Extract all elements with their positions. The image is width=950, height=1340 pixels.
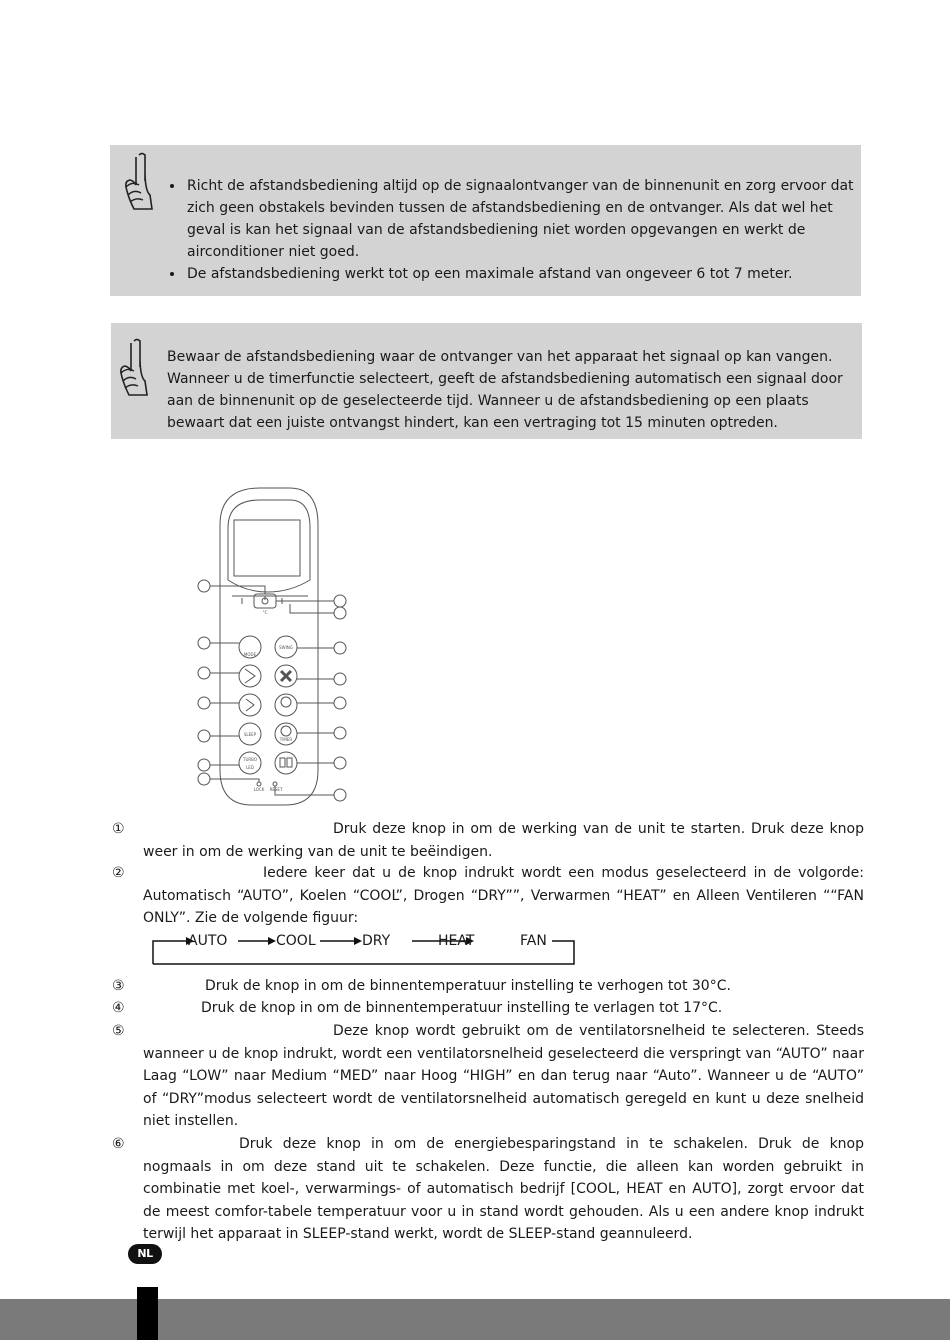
item-text: Druk de knop in om de binnentemperatuur instelling te verhogen tot 30°C. [205, 978, 731, 994]
note-1-bullet: • Richt de afstandsbediening altijd op de signaalontvanger van de binnenunit en zorg ervoor dat zich geen obstakels bevinden tussen de afstandsbediening en de ontvanger. Als dat wel het geval is kan het signaal van de afstandsbediening niet worden opgevangen en werkt de airconditioner niet goed. [185, 175, 865, 263]
lock-label: LOCK [253, 787, 265, 792]
mode-label: MODE [243, 652, 257, 657]
item-text: Druk deze knop in om de energiebesparingstand in te schakelen. Druk de knop nogmaals in om deze stand uit te schakelen. Deze functie, die alleen kan worden gebruikt in combinatie met koel-, verwarmings- of automatisch bedrijf [COOL, HEAT en AUTO], zorgt ervoor dat de meest comfor-tabele temperatuur voor u in stand wordt gehouden. Als u een andere knop indrukt terwijl het apparaat in SLEEP-stand werkt, wordt de SLEEP-stand geannuleerd. [143, 1136, 864, 1243]
language-badge: NL [128, 1244, 162, 1264]
item-text: Druk de knop in om de binnentemperatuur instelling te verlagen tot 17°C. [201, 1000, 723, 1016]
note-box-2 [111, 323, 862, 439]
mode-cool: COOL [276, 933, 316, 949]
description-temp-down [112, 997, 864, 1020]
item-text: Iedere keer dat u de knop indrukt wordt een modus geselecteerd in de volgorde: Automatisch “AUTO”, Koelen “COOL”, Drogen “DRY””, Verwarmen “HEAT” en Alleen Ventileren ““FAN ONLY”. Zie de volgende figuur: [143, 865, 864, 927]
sleep-label: SLEEP [243, 732, 257, 737]
led-label: LED [246, 765, 254, 770]
mode-auto: AUTO [188, 933, 228, 949]
pointing-hand-icon [122, 151, 162, 213]
swing-label: SWING [279, 645, 293, 650]
note-2-text: Bewaar de afstandsbediening waar de ontvanger van het apparaat het signaal op kan vangen. Wanneer u de timerfunctie selecteert, geeft de afstandsbediening automatisch een signaal door aan de binnenunit op de geselecteerde tijd. Wanneer u de afstandsbediening op een plaats bewaart dat een juiste ontvangst hindert, kan een vertraging tot 15 minuten optreden. [167, 349, 843, 431]
description-mode [112, 862, 864, 930]
item-number: ① [112, 821, 125, 837]
description-temp-up [112, 975, 864, 998]
turbo-label: TURBO [243, 757, 257, 762]
note-box-1 [110, 145, 861, 296]
item-number: ⑤ [112, 1023, 125, 1039]
item-text: Druk deze knop in om de werking van de unit te starten. Druk deze knop weer in om de werking van de unit te beëindigen. [143, 821, 864, 860]
description-fan-speed [112, 1020, 864, 1133]
item-number: ② [112, 865, 125, 881]
footer-black-tab [137, 1287, 158, 1340]
celsius-label: °C [262, 610, 268, 615]
timer-label: TIMER [279, 737, 293, 742]
item-number: ⑥ [112, 1136, 125, 1152]
item-text: Deze knop wordt gebruikt om de ventilatorsnelheid te selecteren. Steeds wanneer u de knop indrukt, wordt een ventilatorsnelheid geselecteerd die verspringt van “AUTO” naar Laag “LOW” naar Medium “MED” naar Hoog “HIGH” en dan terug naar “Auto”. Wanneer u de “AUTO” of “DRY”modus selecteert wordt de ventilatorsnelheid automatisch geregeld en kunt u deze snelheid niet instellen. [143, 1023, 864, 1130]
remote-control-diagram [190, 480, 360, 820]
pointing-hand-icon [117, 337, 157, 399]
mode-fan: FAN [520, 933, 547, 949]
mode-dry: DRY [362, 933, 391, 949]
item-number: ③ [112, 978, 125, 994]
note-1-bullet: • De afstandsbediening werkt tot op een maximale afstand van ongeveer 6 tot 7 meter. [185, 263, 865, 285]
description-sleep [112, 1133, 864, 1246]
item-number: ④ [112, 1000, 125, 1016]
reset-label: RESET [269, 787, 283, 792]
note-1-bullets [165, 175, 865, 285]
mode-cycle-diagram [150, 930, 580, 966]
description-power [112, 818, 864, 863]
mode-heat: HEAT [438, 933, 475, 949]
